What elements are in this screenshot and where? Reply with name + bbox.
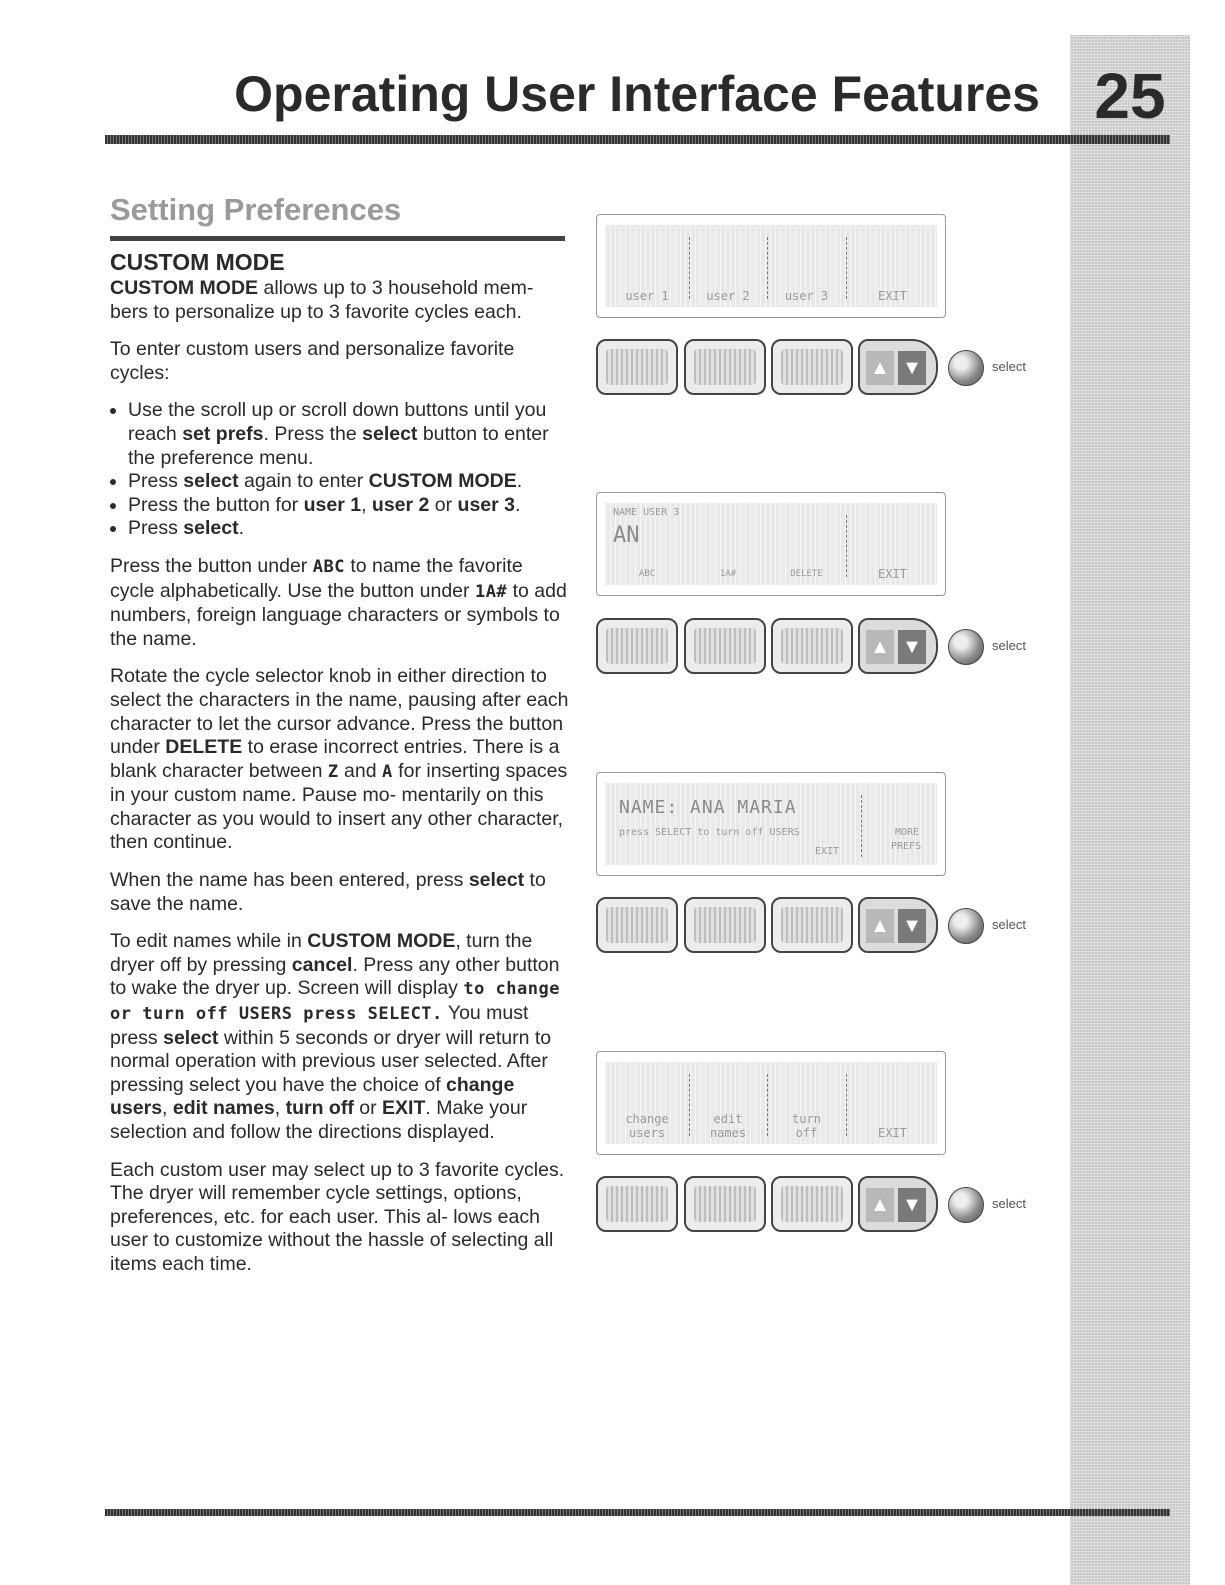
lcd-option-more: MORE xyxy=(895,827,920,838)
soft-button-3[interactable] xyxy=(771,1176,853,1232)
control-buttons xyxy=(596,618,1046,678)
bold-term: select xyxy=(468,869,525,892)
lcd-option-exit: EXIT xyxy=(878,1126,907,1140)
page-edge-tab xyxy=(1070,35,1190,1585)
lcd-option-user-3: user 3 xyxy=(784,289,829,303)
soft-button-1[interactable] xyxy=(596,1176,678,1232)
lcd-option-symbols: 1A# xyxy=(719,569,737,579)
lcd-option-exit: EXIT xyxy=(878,567,907,581)
lcd-screen-users xyxy=(596,214,946,318)
soft-button-3[interactable] xyxy=(771,339,853,395)
select-button[interactable] xyxy=(948,908,984,944)
select-label: select xyxy=(992,917,1026,932)
text-span: Press the button under xyxy=(110,554,313,577)
text-span: to erase incorrect entries. There is a blank character between xyxy=(110,736,560,782)
soft-button-1[interactable] xyxy=(596,897,678,953)
lcd-term: Z xyxy=(327,761,339,782)
text-span: . Press the xyxy=(263,422,363,445)
lcd-display xyxy=(605,783,937,865)
control-buttons xyxy=(596,897,1046,957)
text-span: Rotate the cycle selector knob in either direction to select the characters in the name, pausing after each character to let the cursor advance. Press the button under xyxy=(110,665,569,759)
lcd-display xyxy=(605,1062,937,1144)
select-button[interactable] xyxy=(948,350,984,386)
paragraph-enter: To enter custom users and personalize favorite cycles: xyxy=(110,338,515,384)
subhead-custom-mode: CUSTOM MODE xyxy=(110,249,285,275)
footer-rule xyxy=(105,1509,1170,1516)
chevron-down-icon[interactable]: ▼ xyxy=(898,909,926,943)
select-button[interactable] xyxy=(948,629,984,665)
select-label: select xyxy=(992,638,1026,653)
bold-term: CUSTOM MODE xyxy=(110,277,259,299)
text-span: , xyxy=(162,1097,173,1120)
chevron-up-icon[interactable]: ▲ xyxy=(866,909,894,943)
chevron-up-icon[interactable]: ▲ xyxy=(866,630,894,664)
lcd-option-change: change xyxy=(625,1112,669,1126)
chevron-down-icon[interactable]: ▼ xyxy=(898,630,926,664)
soft-button-1[interactable] xyxy=(596,618,678,674)
lcd-header: NAME USER 3 xyxy=(613,507,680,518)
soft-button-2[interactable] xyxy=(684,339,766,395)
lcd-name-value: NAME: ANA MARIA xyxy=(619,797,797,818)
chevron-down-icon[interactable]: ▼ xyxy=(898,351,926,385)
text-span: . xyxy=(515,493,521,516)
bold-term: set prefs xyxy=(182,422,264,445)
chevron-up-icon[interactable]: ▲ xyxy=(866,1188,894,1222)
bold-term: user 1 xyxy=(303,493,362,516)
bold-term: select xyxy=(163,1026,219,1049)
paragraph-each: Each custom user may select up to 3 favorite cycles. The dryer will remember cycle settings, options, preferences, etc. for each user. This al- lows each user to customize without the hassle of selecting all items each time. xyxy=(110,1158,565,1275)
lcd-option-user-1: user 1 xyxy=(625,289,669,303)
lcd-option-off: off xyxy=(795,1126,818,1140)
chevron-up-icon[interactable]: ▲ xyxy=(866,351,894,385)
bold-term: turn off xyxy=(285,1097,354,1120)
text-span: To edit names while in xyxy=(110,930,308,953)
lcd-option-abc: ABC xyxy=(638,569,656,579)
chevron-down-icon[interactable]: ▼ xyxy=(898,1188,926,1222)
lcd-term: 1A# xyxy=(474,581,508,602)
lcd-option-prefs: PREFS xyxy=(891,841,922,852)
lcd-option-exit: EXIT xyxy=(878,289,907,303)
lcd-option-users: users xyxy=(628,1126,666,1140)
lcd-screen-name-saved xyxy=(596,772,946,876)
bold-term: select xyxy=(362,422,418,445)
lcd-name-value: AN xyxy=(613,523,640,548)
bold-term: EXIT xyxy=(382,1097,426,1120)
soft-button-3[interactable] xyxy=(771,897,853,953)
control-buttons xyxy=(596,339,1046,399)
scroll-buttons xyxy=(858,339,938,395)
page-title: Operating User Interface Features xyxy=(234,66,1040,122)
text-span: You must press xyxy=(110,1002,529,1049)
header-rule xyxy=(105,135,1170,144)
lcd-screen-name-entry xyxy=(596,492,946,596)
bold-term: CUSTOM MODE xyxy=(307,930,456,953)
soft-button-2[interactable] xyxy=(684,618,766,674)
bold-term: CUSTOM MODE xyxy=(368,470,517,493)
text-span: . Make your selection and follow the directions displayed. xyxy=(110,1097,528,1143)
bold-term: DELETE xyxy=(165,736,243,759)
paragraph-rotate xyxy=(110,665,570,855)
paragraph-intro xyxy=(110,277,570,324)
bold-term: user 2 xyxy=(371,493,430,516)
text-span: , turn the dryer off by pressing xyxy=(110,930,533,976)
text-span: , xyxy=(361,493,372,516)
lcd-instruction: press SELECT to turn off USERS xyxy=(619,827,800,838)
lcd-display xyxy=(605,503,937,585)
bold-term: user 3 xyxy=(457,493,515,516)
body-text xyxy=(110,248,570,1291)
list-item xyxy=(128,470,570,494)
text-span: , xyxy=(274,1097,286,1120)
text-span: to add numbers, foreign language characters or symbols to the name. xyxy=(110,579,567,650)
section-rule xyxy=(110,236,565,241)
page-number: 25 xyxy=(1094,60,1166,132)
text-span: within 5 seconds or dryer will return to normal operation with previous user selected. After pressing select you have the choice of xyxy=(110,1026,552,1096)
steps-list xyxy=(110,399,570,541)
bold-term: select xyxy=(183,517,239,540)
soft-button-1[interactable] xyxy=(596,339,678,395)
text-span: to save the name. xyxy=(110,869,546,915)
scroll-buttons xyxy=(858,897,938,953)
select-button[interactable] xyxy=(948,1187,984,1223)
scroll-buttons xyxy=(858,618,938,674)
text-span: Press xyxy=(128,470,184,493)
lcd-screen-edit-options xyxy=(596,1051,946,1155)
text-span: or xyxy=(353,1097,383,1120)
paragraph-save xyxy=(110,869,570,916)
lcd-option-exit: EXIT xyxy=(815,846,840,857)
list-item xyxy=(128,399,570,470)
soft-button-2[interactable] xyxy=(684,1176,766,1232)
lcd-term: A xyxy=(382,761,393,782)
text-span: to name the favorite cycle alphabetically. Use the button under xyxy=(110,554,523,602)
list-item xyxy=(128,494,570,518)
lcd-option-turn: turn xyxy=(792,1112,821,1126)
paragraph-edit xyxy=(110,930,570,1144)
text-span: . xyxy=(238,517,244,540)
list-item xyxy=(128,517,570,541)
lcd-option-delete: DELETE xyxy=(790,569,823,579)
scroll-buttons xyxy=(858,1176,938,1232)
text-span: for inserting spaces in your custom name. Pause mo- mentarily on this character as you would to insert any other character, then continue. xyxy=(110,759,568,854)
lcd-option-names: names xyxy=(709,1126,747,1140)
select-label: select xyxy=(992,1196,1026,1211)
bold-term: change users xyxy=(110,1073,515,1120)
text-span: Press the button for xyxy=(128,493,304,516)
lcd-option-user-2: user 2 xyxy=(706,289,750,303)
lcd-option-edit: edit xyxy=(713,1112,743,1126)
bold-term: select xyxy=(183,470,239,493)
text-span: Use the scroll up or scroll down buttons until you reach xyxy=(128,399,547,445)
bold-term: edit names xyxy=(172,1097,275,1120)
text-span: . xyxy=(516,470,523,493)
text-span: button to enter the preference menu. xyxy=(128,422,549,469)
control-buttons xyxy=(596,1176,1046,1236)
text-span: Press xyxy=(128,517,184,540)
lcd-term: ABC xyxy=(312,556,345,577)
text-span: again to enter xyxy=(238,470,369,493)
soft-button-3[interactable] xyxy=(771,618,853,674)
bold-term: cancel xyxy=(291,953,353,976)
lcd-display xyxy=(605,225,937,307)
paragraph-abc xyxy=(110,555,570,651)
text-span: . Press any other button to wake the dryer up. Screen will display xyxy=(110,953,560,1000)
select-label: select xyxy=(992,359,1026,374)
text-span: or xyxy=(429,493,458,516)
separator xyxy=(861,795,862,857)
text-span: and xyxy=(338,759,383,782)
text-span: When the name has been entered, press xyxy=(110,869,469,892)
section-title: Setting Preferences xyxy=(110,192,402,227)
soft-button-2[interactable] xyxy=(684,897,766,953)
text-span: allows up to 3 household mem- bers to personalize up to 3 favorite cycles each. xyxy=(110,277,534,323)
lcd-term: to change or turn off USERS press SELECT. xyxy=(110,979,560,1025)
